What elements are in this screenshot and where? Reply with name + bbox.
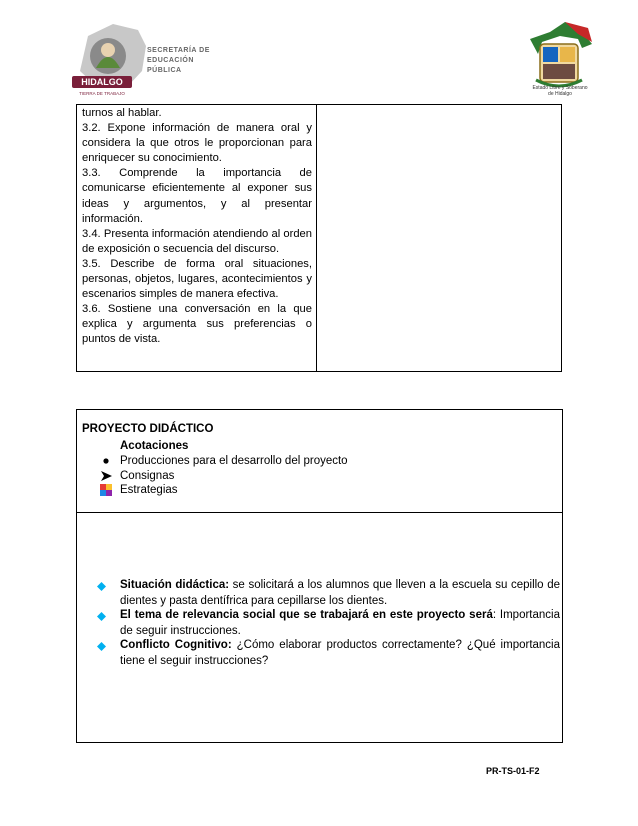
item-text: : Importancia de seguir instrucciones. bbox=[120, 609, 560, 637]
sep-line-1: SECRETARÍA DE bbox=[147, 47, 210, 54]
item-text: ¿Cómo elaborar productos correctamente? ¿Qué importancia tiene el seguir instrucciones? bbox=[120, 639, 561, 667]
proyecto-header bbox=[77, 410, 562, 513]
legend-item bbox=[97, 470, 174, 482]
document-code: PR-TS-01-F2 bbox=[486, 766, 540, 776]
item-text: se solicitará a los alumnos que lleven a la escuela su cepillo de dientes y pasta dentífrica para cepillarse los dientes. bbox=[120, 579, 560, 607]
item-label: Conflicto Cognitivo: bbox=[120, 639, 232, 651]
acotaciones-heading: Acotaciones bbox=[120, 440, 189, 452]
competencias-text bbox=[77, 105, 316, 348]
paragraph: 3.4. Presenta información atendiendo al orden de exposición o secuencia del discurso. bbox=[82, 227, 312, 255]
legend-label: Producciones para el desarrollo del proyecto bbox=[120, 455, 348, 467]
sep-text bbox=[147, 46, 210, 76]
sep-line-2: EDUCACIÓN bbox=[147, 57, 194, 64]
diamond-bullet-icon bbox=[97, 611, 106, 627]
tema-relevancia-item bbox=[97, 608, 560, 639]
empty-cell bbox=[317, 105, 562, 372]
paragraph: 3.5. Describe de forma oral situaciones, personas, objetos, lugares, acontecimientos y escenarios simples de manera efectiva. bbox=[82, 257, 312, 301]
legend-label: Estrategias bbox=[120, 484, 178, 496]
hidalgo-wordmark: HIDALGO bbox=[81, 77, 123, 87]
conflicto-cognitivo-item bbox=[97, 638, 560, 669]
paragraph: 3.2. Expone información de manera oral y considera la que otros le proporcionan para enriquecer su conocimiento. bbox=[82, 122, 312, 165]
proyecto-didactico-box bbox=[76, 409, 563, 743]
arrow-bullet-icon bbox=[97, 471, 115, 481]
item-label: Situación didáctica: bbox=[120, 579, 230, 591]
legend-label: Consignas bbox=[120, 470, 175, 482]
hidalgo-tagline: TIERRA DE TRABAJO bbox=[79, 91, 125, 96]
page-header bbox=[0, 0, 638, 105]
competencias-cell bbox=[77, 105, 317, 372]
paragraph: 3.3. Comprende la importancia de comunicarse eficientemente al exponer sus ideas y argumentos, y al presentar información. bbox=[82, 167, 312, 225]
legend-item bbox=[97, 484, 178, 496]
bullet-dot-icon bbox=[97, 458, 115, 464]
competencias-table bbox=[76, 104, 562, 372]
diamond-bullet-icon bbox=[97, 641, 106, 657]
legend-item bbox=[97, 455, 348, 467]
sep-line-3: PÚBLICA bbox=[147, 67, 182, 74]
state-caption-line-2: de Hidalgo bbox=[548, 91, 572, 97]
state-caption-line-1: Estado Libre y Soberano bbox=[532, 85, 588, 91]
diamond-bullet-icon bbox=[97, 581, 106, 597]
state-caption bbox=[520, 85, 600, 97]
proyecto-title: PROYECTO DIDÁCTICO bbox=[82, 423, 214, 435]
paragraph: 3.6. Sostiene una conversación en la que explica y argumenta sus preferencias o puntos de vista. bbox=[82, 303, 312, 346]
item-label: El tema de relevancia social que se trabajará en este proyecto será bbox=[120, 609, 493, 621]
paragraph: turnos al hablar. bbox=[82, 107, 162, 119]
square-multicolor-icon bbox=[97, 484, 115, 496]
situacion-didactica-item bbox=[97, 578, 560, 609]
